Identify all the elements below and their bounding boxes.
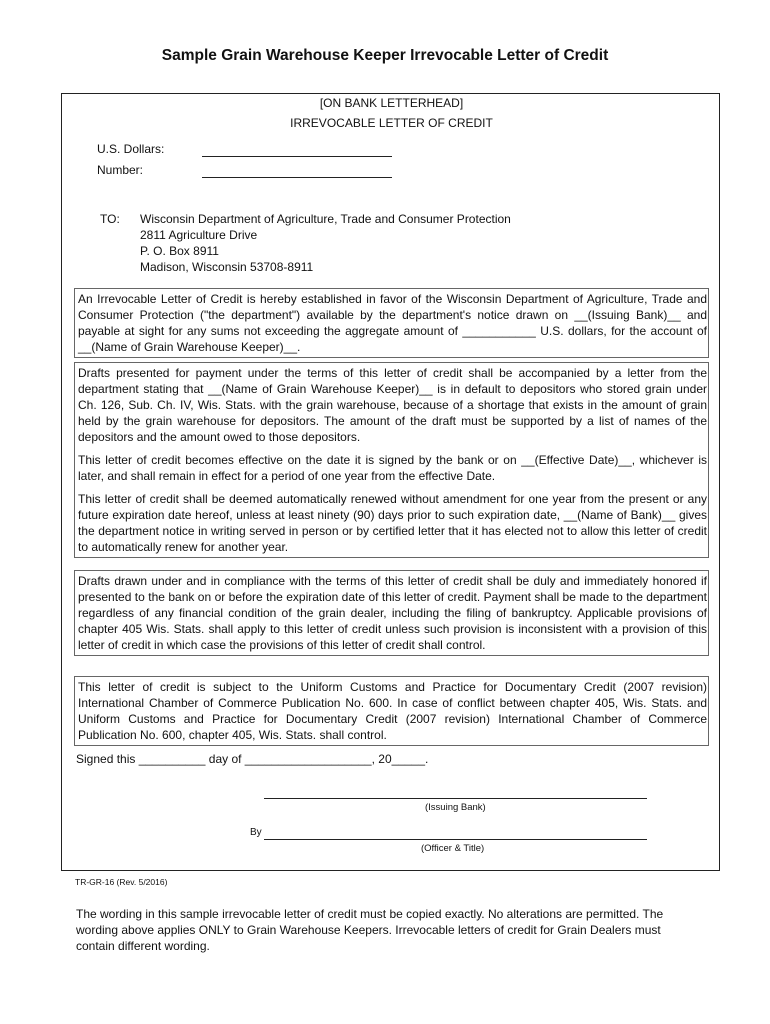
to-label: TO:	[100, 212, 120, 226]
honor-terms-box	[74, 570, 709, 656]
address-line: Madison, Wisconsin 53708-8911	[140, 260, 314, 274]
us-dollars-field[interactable]	[202, 156, 392, 157]
issuing-bank-caption: (Issuing Bank)	[425, 802, 486, 813]
renewal-paragraph: This letter of credit shall be deemed automatically renewed without amendment for one year from the present or any future expiration date hereof, unless at least ninety (90) days prior to such expiration date, __(Name of Bank)__ gives the department notice in writing served in person or by certified letter that it has elected not to allow this letter of credit to automatically renew for another year.	[78, 492, 707, 554]
us-dollars-label: U.S. Dollars:	[97, 142, 165, 156]
by-label: By	[250, 827, 262, 838]
drafts-terms-box	[74, 362, 709, 558]
address-line: P. O. Box 8911	[140, 244, 219, 258]
address-line: 2811 Agriculture Drive	[140, 228, 258, 242]
officer-title-caption: (Officer & Title)	[421, 843, 485, 854]
letter-heading: IRREVOCABLE LETTER OF CREDIT	[290, 116, 493, 130]
document-title: Sample Grain Warehouse Keeper Irrevocable Letter of Credit	[161, 47, 609, 64]
recipient-address	[140, 211, 620, 275]
number-label: Number:	[97, 163, 144, 177]
signed-date-line[interactable]: Signed this __________ day of ___________________, 20_____.	[76, 752, 429, 766]
number-field[interactable]	[202, 177, 392, 178]
address-line: Wisconsin Department of Agriculture, Trade and Consumer Protection	[140, 212, 511, 226]
drafts-drawn-paragraph: Drafts drawn under and in compliance with the terms of this letter of credit shall be duly and immediately honored if presented to the bank on or before the expiration date of this letter of credit. Payment shall be made to the department regardless of any financial condition of the grain dealer, including the filing of bankruptcy. Applicable provisions of chapter 405 Wis. Stats. shall apply to this letter of credit unless such provision is inconsistent with a provision of this letter of credit in which case the provisions of this letter of credit shall control.	[78, 574, 707, 652]
effective-date-paragraph: This letter of credit becomes effective on the date it is signed by the bank or on __(Effective Date)__, whichever is later, and shall remain in effect for a period of one year from the effective Date.	[78, 453, 707, 483]
officer-signature-line[interactable]	[264, 839, 647, 840]
ucp-paragraph: This letter of credit is subject to the Uniform Customs and Practice for Documentary Credit (2007 revision) International Chamber of Commerce Publication No. 600. In case of conflict between chapter 405, Wis. Stats. and Uniform Customs and Practice for Documentary Credit (2007 revision) International Chamber of Commerce Publication No. 600, chapter 405, Wis. Stats. shall control.	[78, 680, 707, 742]
drafts-presented-paragraph: Drafts presented for payment under the terms of this letter of credit shall be accompanied by a letter from the department stating that __(Name of Grain Warehouse Keeper)__ is in default to depositors who stored grain under Ch. 126, Sub. Ch. IV, Wis. Stats. with the grain warehouse, because of a shortage that exists in the amount of grain held by the grain warehouse for depositors. The amount of the draft must be supported by a list of names of the depositors and the amount owed to those depositors.	[78, 366, 707, 444]
footer-note: The wording in this sample irrevocable letter of credit must be copied exactly. No alterations are permitted. The wording above applies ONLY to Grain Warehouse Keepers. Irrevocable letters of credit for Grain Dealers must contain different wording.	[76, 907, 664, 953]
letter-of-credit-frame	[61, 93, 720, 871]
establishment-paragraph: An Irrevocable Letter of Credit is hereby established in favor of the Wisconsin Department of Agriculture, Trade and Consumer Protection ("the department") available by the department's notice drawn on __(Issuing Bank)__ and payable at sight for any sums not exceeding the aggregate amount of ___________ U.S. dollars, for the account of __(Name of Grain Warehouse Keeper)__.	[78, 292, 707, 354]
letterhead-placeholder: [ON BANK LETTERHEAD]	[319, 96, 464, 110]
issuing-bank-signature-line[interactable]	[264, 798, 647, 799]
establishment-clause-box	[74, 288, 709, 358]
form-number: TR-GR-16 (Rev. 5/2016)	[75, 877, 168, 887]
ucp-clause-box	[74, 676, 709, 746]
